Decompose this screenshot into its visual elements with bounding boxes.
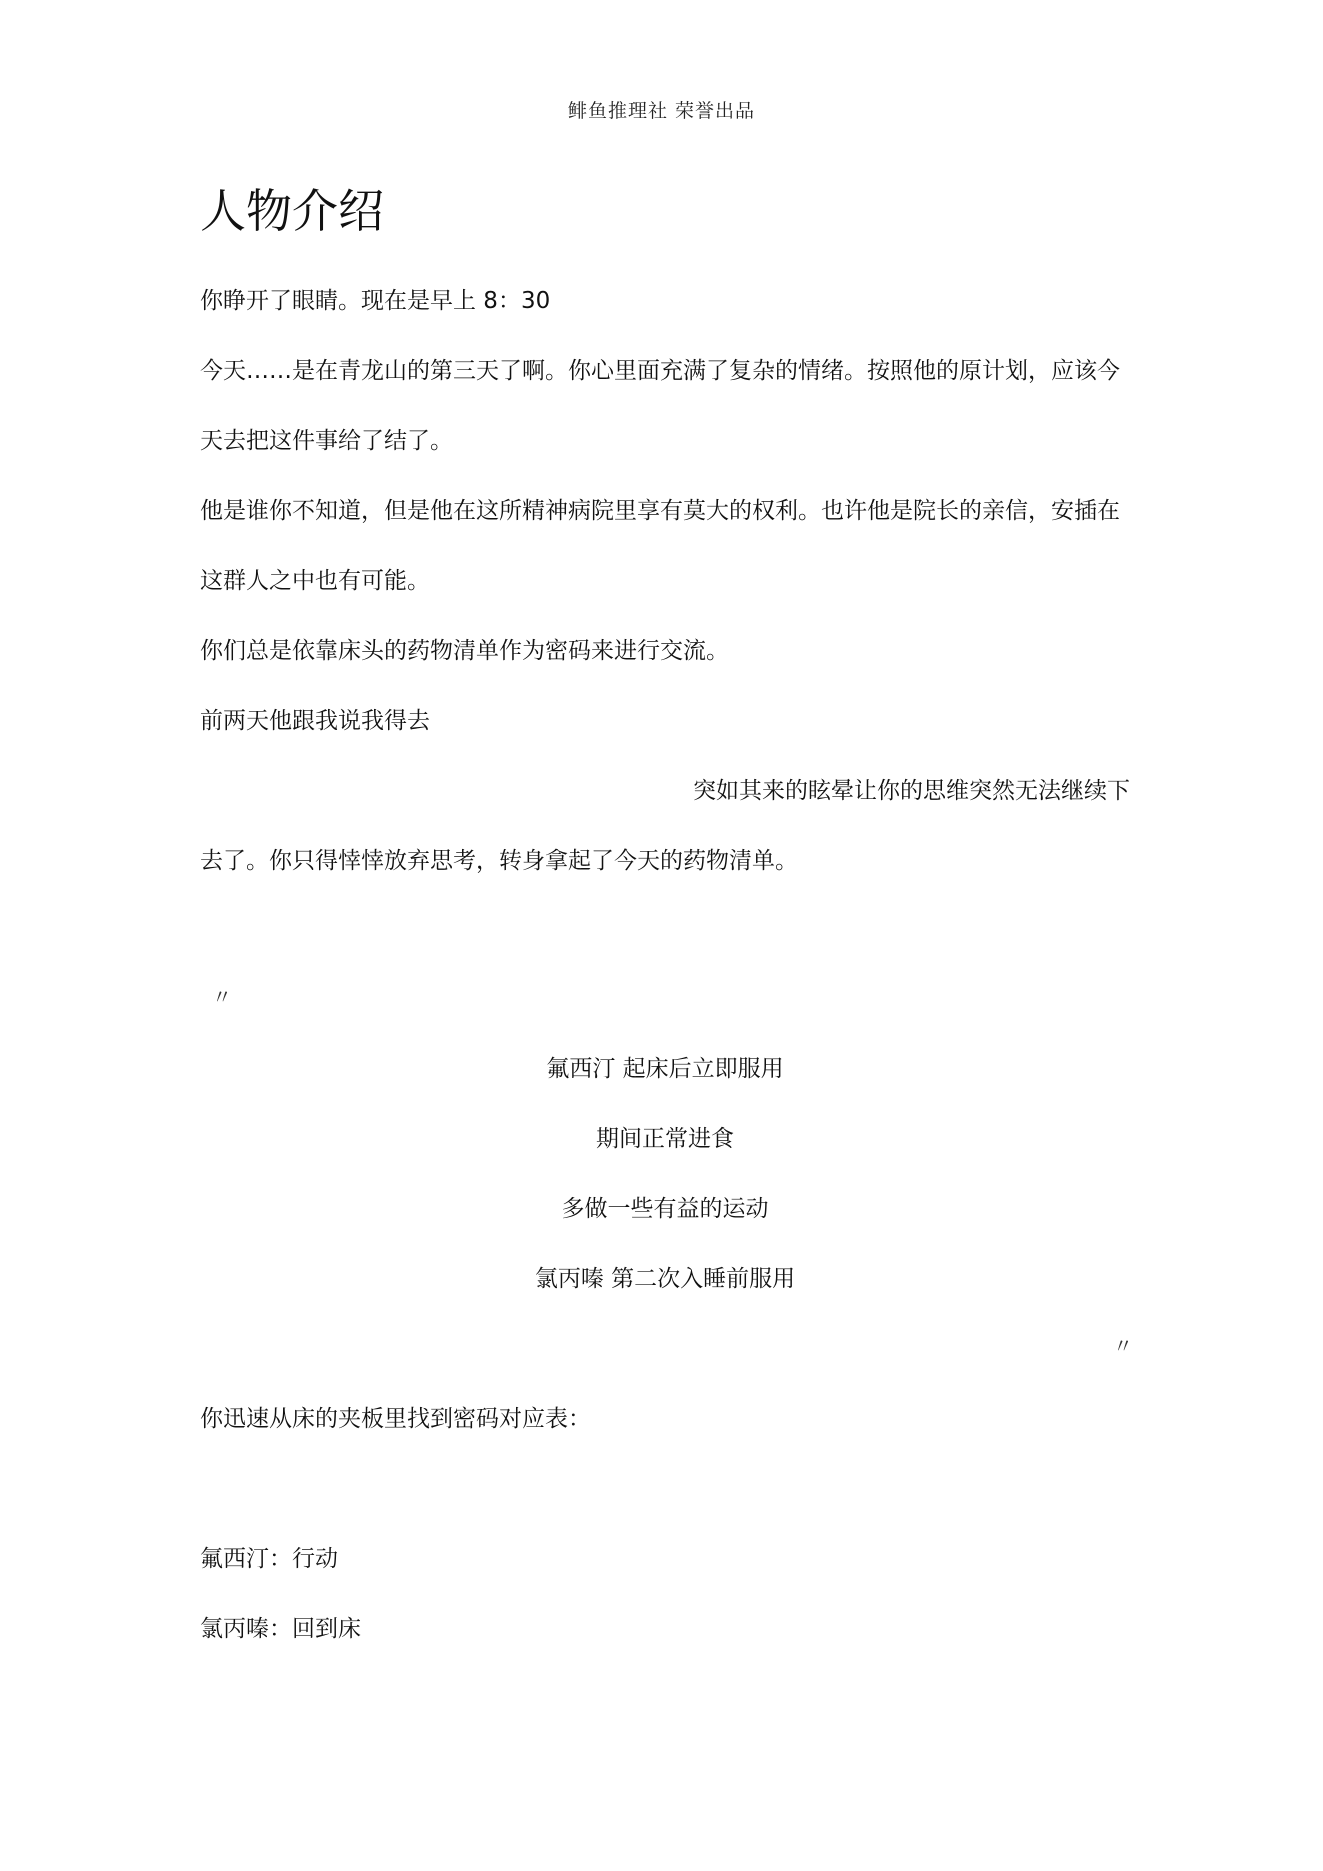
open-quote-mark: 〃: [212, 985, 232, 1009]
paragraph-him-line1: 他是谁你不知道，但是他在这所精神病院里享有莫大的权利。也许他是院长的亲信，安插在: [200, 498, 1120, 524]
paragraph-code: 你们总是依靠床头的药物清单作为密码来进行交流。: [200, 638, 729, 664]
paragraph-day-line1: 今天……是在青龙山的第三天了啊。你心里面充满了复杂的情绪。按照他的原计划，应该今: [200, 358, 1120, 384]
code-table-entry-2: 氯丙嗪：回到床: [200, 1616, 361, 1642]
paragraph-him-line2: 这群人之中也有可能。: [200, 568, 430, 594]
code-table-entry-1: 氟西汀：行动: [200, 1546, 338, 1572]
paragraph-code-table-intro: 你迅速从床的夹板里找到密码对应表：: [200, 1406, 591, 1432]
medicine-item-1: 氟西汀 起床后立即服用: [546, 1056, 784, 1082]
page-title: 人物介绍: [200, 184, 384, 238]
paragraph-interrupted: 前两天他跟我说我得去: [200, 708, 430, 734]
paragraph-dizzy-line1: 突如其来的眩晕让你的思维突然无法继续下: [693, 778, 1130, 804]
paragraph-day-line2: 天去把这件事给了结了。: [200, 428, 453, 454]
medicine-item-4: 氯丙嗪 第二次入睡前服用: [534, 1266, 796, 1292]
medicine-item-3: 多做一些有益的运动: [561, 1196, 769, 1222]
close-quote-mark: 〃: [1113, 1334, 1133, 1358]
paragraph-time: 你睁开了眼睛。现在是早上 8：30: [200, 288, 551, 314]
paragraph-dizzy-line2: 去了。你只得悻悻放弃思考，转身拿起了今天的药物清单。: [200, 848, 798, 874]
publisher-header: 鲱鱼推理社 荣誉出品: [567, 100, 756, 122]
medicine-item-2: 期间正常进食: [596, 1126, 734, 1152]
